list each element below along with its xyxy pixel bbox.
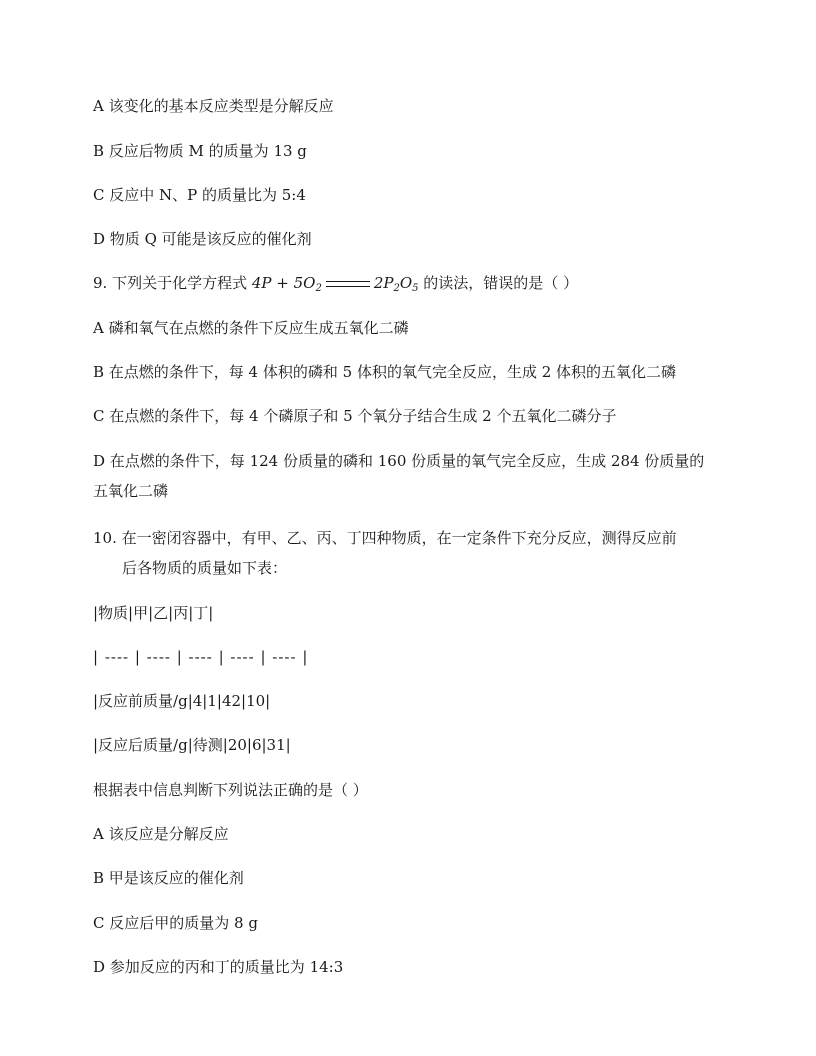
q10-stem-line-2: 后各物质的质量如下表： — [122, 559, 288, 577]
table-row-before: |反应前质量/g|4|1|42|10| — [93, 692, 271, 710]
table-separator-row: | ---- | ---- | ---- | ---- | ---- | — [93, 648, 309, 666]
q8-option-b: B 反应后物质 M 的质量为 13 g — [93, 142, 307, 160]
q9-option-b: B 在点燃的条件下，每 4 体积的磷和 5 体积的氧气完全反应，生成 2 体积的五氧化二磷 — [93, 363, 677, 381]
q9-suffix: 的读法，错误的是（ ） — [418, 274, 579, 292]
table-row-after: |反应后质量/g|待测|20|6|31| — [93, 736, 291, 754]
equation-rhs-subscript-2: 5 — [412, 283, 419, 294]
equation-lhs: 4P + 5O — [251, 274, 316, 292]
table-header-row: |物质|甲|乙|丙|丁| — [93, 604, 214, 622]
q10-stem-line-1: 10. 在一密闭容器中，有甲、乙、丙、丁四种物质，在一定条件下充分反应，测得反应前 — [93, 529, 677, 547]
q9-prefix: 9. 下列关于化学方程式 — [93, 274, 252, 292]
q9-option-c: C 在点燃的条件下，每 4 个磷原子和 5 个氧分子结合生成 2 个五氧化二磷分子 — [93, 407, 617, 425]
q10-option-d: D 参加反应的丙和丁的质量比为 14:3 — [93, 958, 344, 976]
chemical-equation — [252, 274, 419, 292]
q8-option-c: C 反应中 N、P 的质量比为 5:4 — [93, 186, 306, 204]
equation-rhs: 2P — [373, 274, 394, 292]
equation-rhs-mid: O — [399, 274, 413, 292]
equation-lhs-subscript: 2 — [315, 283, 322, 294]
q9-option-d-continued: 五氧化二磷 — [93, 482, 169, 500]
q10-question: 根据表中信息判断下列说法正确的是（ ） — [93, 781, 368, 799]
q9-option-a: A 磷和氧气在点燃的条件下反应生成五氧化二磷 — [93, 319, 409, 337]
q8-option-a: A 该变化的基本反应类型是分解反应 — [93, 97, 334, 115]
q8-option-d: D 物质 Q 可能是该反应的催化剂 — [93, 230, 312, 248]
q10-option-b: B 甲是该反应的催化剂 — [93, 869, 244, 887]
equation-rhs-subscript-1: 2 — [393, 283, 400, 294]
q10-option-c: C 反应后甲的质量为 8 g — [93, 914, 258, 932]
equation-equals-sign — [326, 281, 370, 287]
q9-option-d: D 在点燃的条件下，每 124 份质量的磷和 160 份质量的氧气完全反应，生成 284 份质量的 — [93, 452, 705, 470]
q10-option-a: A 该反应是分解反应 — [93, 825, 229, 843]
q9-stem — [93, 273, 578, 299]
